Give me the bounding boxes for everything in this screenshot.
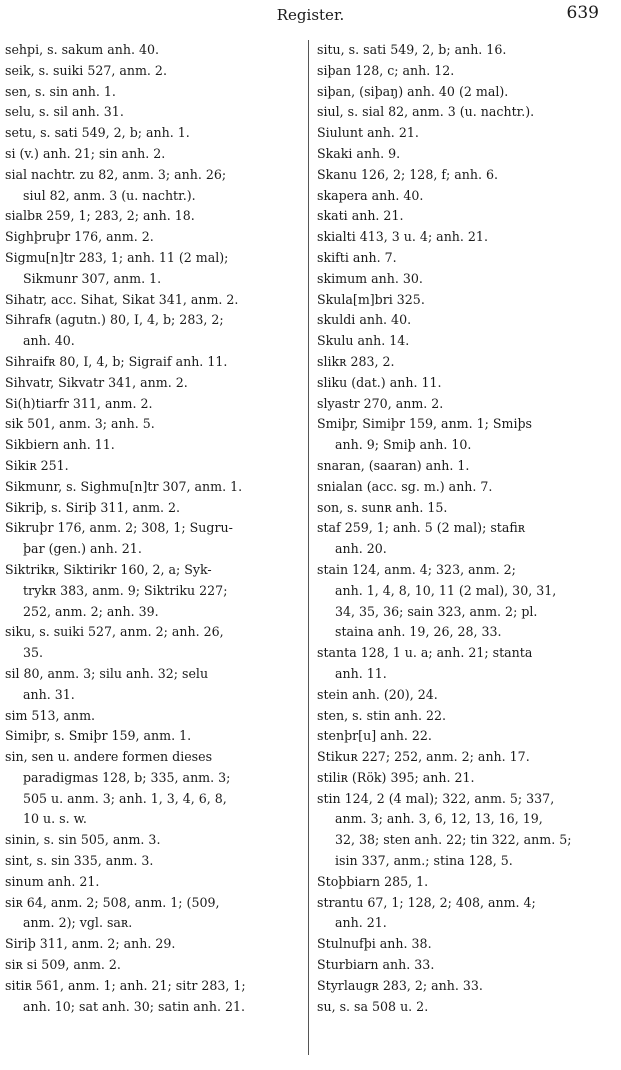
index-entry: Stoþbiarn 285, 1. xyxy=(317,873,429,889)
index-entry: Siktrikʀ, Siktirikr 160, 2, a; Syk- xyxy=(5,561,212,577)
index-entry-continuation: 34, 35, 36; sain 323, anm. 2; pl. xyxy=(335,603,538,619)
column-divider xyxy=(308,40,309,1055)
index-entry: Sihrafʀ (agutn.) 80, I, 4, b; 283, 2; xyxy=(5,312,224,328)
index-entry: son, s. sunʀ anh. 15. xyxy=(317,499,448,515)
index-entry: Sihraifʀ 80, I, 4, b; Sigraif anh. 11. xyxy=(5,353,228,369)
index-entry: skuldi anh. 40. xyxy=(317,312,412,328)
index-entry: Siulunt anh. 21. xyxy=(317,125,419,141)
index-entry-continuation: trykʀ 383, anm. 9; Siktriku 227; xyxy=(23,582,228,598)
index-entry: sim 513, anm. xyxy=(5,707,96,723)
index-entry: skimum anh. 30. xyxy=(317,270,423,286)
index-entry-continuation: 252, anm. 2; anh. 39. xyxy=(23,603,159,619)
index-entry: siul, s. sial 82, anm. 3 (u. nachtr.). xyxy=(317,104,535,120)
index-entry-continuation: 505 u. anm. 3; anh. 1, 3, 4, 6, 8, xyxy=(23,790,227,806)
index-entry: stain 124, anm. 4; 323, anm. 2; xyxy=(317,561,516,577)
index-entry: Sigmu[n]tr 283, 1; anh. 11 (2 mal); xyxy=(5,249,229,265)
index-entry-continuation: anh. 21. xyxy=(335,915,387,931)
index-entry: Stulnufþi anh. 38. xyxy=(317,936,432,952)
index-entry: skifti anh. 7. xyxy=(317,249,397,265)
index-entry: staf 259, 1; anh. 5 (2 mal); stafiʀ xyxy=(317,520,526,536)
index-entry: siku, s. suiki 527, anm. 2; anh. 26, xyxy=(5,624,224,640)
index-entry-continuation: isin 337, anm.; stina 128, 5. xyxy=(335,853,513,869)
index-entry-continuation: Sikmunr 307, anm. 1. xyxy=(23,270,162,286)
index-entry: Skulu anh. 14. xyxy=(317,333,410,349)
index-entry: sinin, s. sin 505, anm. 3. xyxy=(5,832,161,848)
index-entry: skati anh. 21. xyxy=(317,208,404,224)
index-entry: situ, s. sati 549, 2, b; anh. 16. xyxy=(317,42,507,57)
index-entry: sint, s. sin 335, anm. 3. xyxy=(5,853,154,869)
index-entry: Sikiʀ 251. xyxy=(5,457,69,473)
index-entry: sten, s. stin anh. 22. xyxy=(317,707,446,723)
index-entry: Sihatr, acc. Sihat, Sikat 341, anm. 2. xyxy=(5,291,239,307)
index-entry: skialti 413, 3 u. 4; anh. 21. xyxy=(317,229,488,245)
index-entry-continuation: anm. 3; anh. 3, 6, 12, 13, 16, 19, xyxy=(335,811,543,827)
index-entry: Sikbiern anh. 11. xyxy=(5,437,115,453)
index-entry-continuation: paradigmas 128, b; 335, anm. 3; xyxy=(23,769,231,785)
index-entry: strantu 67, 1; 128, 2; 408, anm. 4; xyxy=(317,894,536,910)
page-header xyxy=(0,0,621,34)
index-entry: stin 124, 2 (4 mal); 322, anm. 5; 337, xyxy=(317,790,555,806)
index-entry: selu, s. sil anh. 31. xyxy=(5,104,124,120)
index-entry: snialan (acc. sg. m.) anh. 7. xyxy=(317,478,493,494)
index-entry: siʀ si 509, anm. 2. xyxy=(5,957,121,973)
index-entry-continuation: 32, 38; sten anh. 22; tin 322, anm. 5; xyxy=(335,832,572,848)
index-entry: Sikruþr 176, anm. 2; 308, 1; Sugru- xyxy=(5,520,233,536)
index-entry: seik, s. suiki 527, anm. 2. xyxy=(5,62,167,78)
index-entry: stiliʀ (Rök) 395; anh. 21. xyxy=(317,769,475,785)
page-number: 639 xyxy=(566,3,599,23)
index-entry-continuation: staina anh. 19, 26, 28, 33. xyxy=(335,624,502,640)
index-entry-continuation: anh. 40. xyxy=(23,333,75,349)
index-entry-continuation: siul 82, anm. 3 (u. nachtr.). xyxy=(23,187,196,203)
running-title: Register. xyxy=(276,6,345,24)
index-entry: sik 501, anm. 3; anh. 5. xyxy=(5,416,155,432)
index-entry: Simiþr, s. Smiþr 159, anm. 1. xyxy=(5,728,192,744)
index-entry: siʀ 64, anm. 2; 508, anm. 1; (509, xyxy=(5,894,220,910)
index-entry: setu, s. sati 549, 2, b; anh. 1. xyxy=(5,125,190,141)
index-entry-continuation: anh. 31. xyxy=(23,686,75,702)
right-column xyxy=(317,40,617,1017)
index-entry: sinum anh. 21. xyxy=(5,873,100,889)
index-entry: Sturbiarn anh. 33. xyxy=(317,957,435,973)
index-entry-continuation: 10 u. s. w. xyxy=(23,811,87,827)
index-entry: Sikriþ, s. Siriþ 311, anm. 2. xyxy=(5,499,181,515)
index-entry: Skula[m]bri 325. xyxy=(317,291,425,307)
index-entry: snaran, (saaran) anh. 1. xyxy=(317,457,470,473)
index-entry-continuation: anh. 11. xyxy=(335,665,387,681)
index-entry-continuation: 35. xyxy=(23,645,44,661)
left-column xyxy=(5,40,302,1017)
index-entry: stenþr[u] anh. 22. xyxy=(317,728,432,744)
index-entry: Sihvatr, Sikvatr 341, anm. 2. xyxy=(5,374,188,390)
index-entry-continuation: anh. 1, 4, 8, 10, 11 (2 mal), 30, 31, xyxy=(335,582,557,598)
index-entry: siþan, (siþaŋ) anh. 40 (2 mal). xyxy=(317,83,509,99)
index-entry: Skaki anh. 9. xyxy=(317,145,401,161)
index-entry: sin, sen u. andere formen dieses xyxy=(5,749,213,765)
index-entry: slikʀ 283, 2. xyxy=(317,353,395,369)
index-entry: su, s. sa 508 u. 2. xyxy=(317,998,429,1014)
index-entry: sliku (dat.) anh. 11. xyxy=(317,374,442,390)
index-entry-continuation: anh. 9; Smiþ anh. 10. xyxy=(335,437,472,453)
index-entry-continuation: anm. 2); vgl. saʀ. xyxy=(23,915,133,931)
index-entry: siþan 128, c; anh. 12. xyxy=(317,62,455,78)
index-entry: si (v.) anh. 21; sin anh. 2. xyxy=(5,145,166,161)
index-entry: stein anh. (20), 24. xyxy=(317,686,438,702)
index-entry: Sighþruþr 176, anm. 2. xyxy=(5,229,154,245)
index-entry: sitiʀ 561, anm. 1; anh. 21; sitr 283, 1; xyxy=(5,977,246,993)
index-entry: stanta 128, 1 u. a; anh. 21; stanta xyxy=(317,645,533,661)
index-entry: Styrlaugʀ 283, 2; anh. 33. xyxy=(317,977,483,993)
index-entry: Si(h)tiarfr 311, anm. 2. xyxy=(5,395,153,411)
index-entry: sehpi, s. sakum anh. 40. xyxy=(5,42,160,57)
index-entry: sialbʀ 259, 1; 283, 2; anh. 18. xyxy=(5,208,195,224)
index-entry: Skanu 126, 2; 128, f; anh. 6. xyxy=(317,166,498,182)
index-entry: Smiþr, Simiþr 159, anm. 1; Smiþs xyxy=(317,416,533,432)
index-entry: Stikuʀ 227; 252, anm. 2; anh. 17. xyxy=(317,749,530,765)
index-entry-continuation: anh. 20. xyxy=(335,541,387,557)
index-entry-continuation: anh. 10; sat anh. 30; satin anh. 21. xyxy=(23,998,245,1014)
index-entry: Sikmunr, s. Sighmu[n]tr 307, anm. 1. xyxy=(5,478,243,494)
index-entry-continuation: þar (gen.) anh. 21. xyxy=(23,541,142,557)
index-entry: slyastr 270, anm. 2. xyxy=(317,395,444,411)
index-entry: sen, s. sin anh. 1. xyxy=(5,83,116,99)
index-entry: Siriþ 311, anm. 2; anh. 29. xyxy=(5,936,176,952)
index-entry: sil 80, anm. 3; silu anh. 32; selu xyxy=(5,665,209,681)
index-entry: sial nachtr. zu 82, anm. 3; anh. 26; xyxy=(5,166,227,182)
index-entry: skapera anh. 40. xyxy=(317,187,424,203)
register-columns xyxy=(0,40,621,1062)
